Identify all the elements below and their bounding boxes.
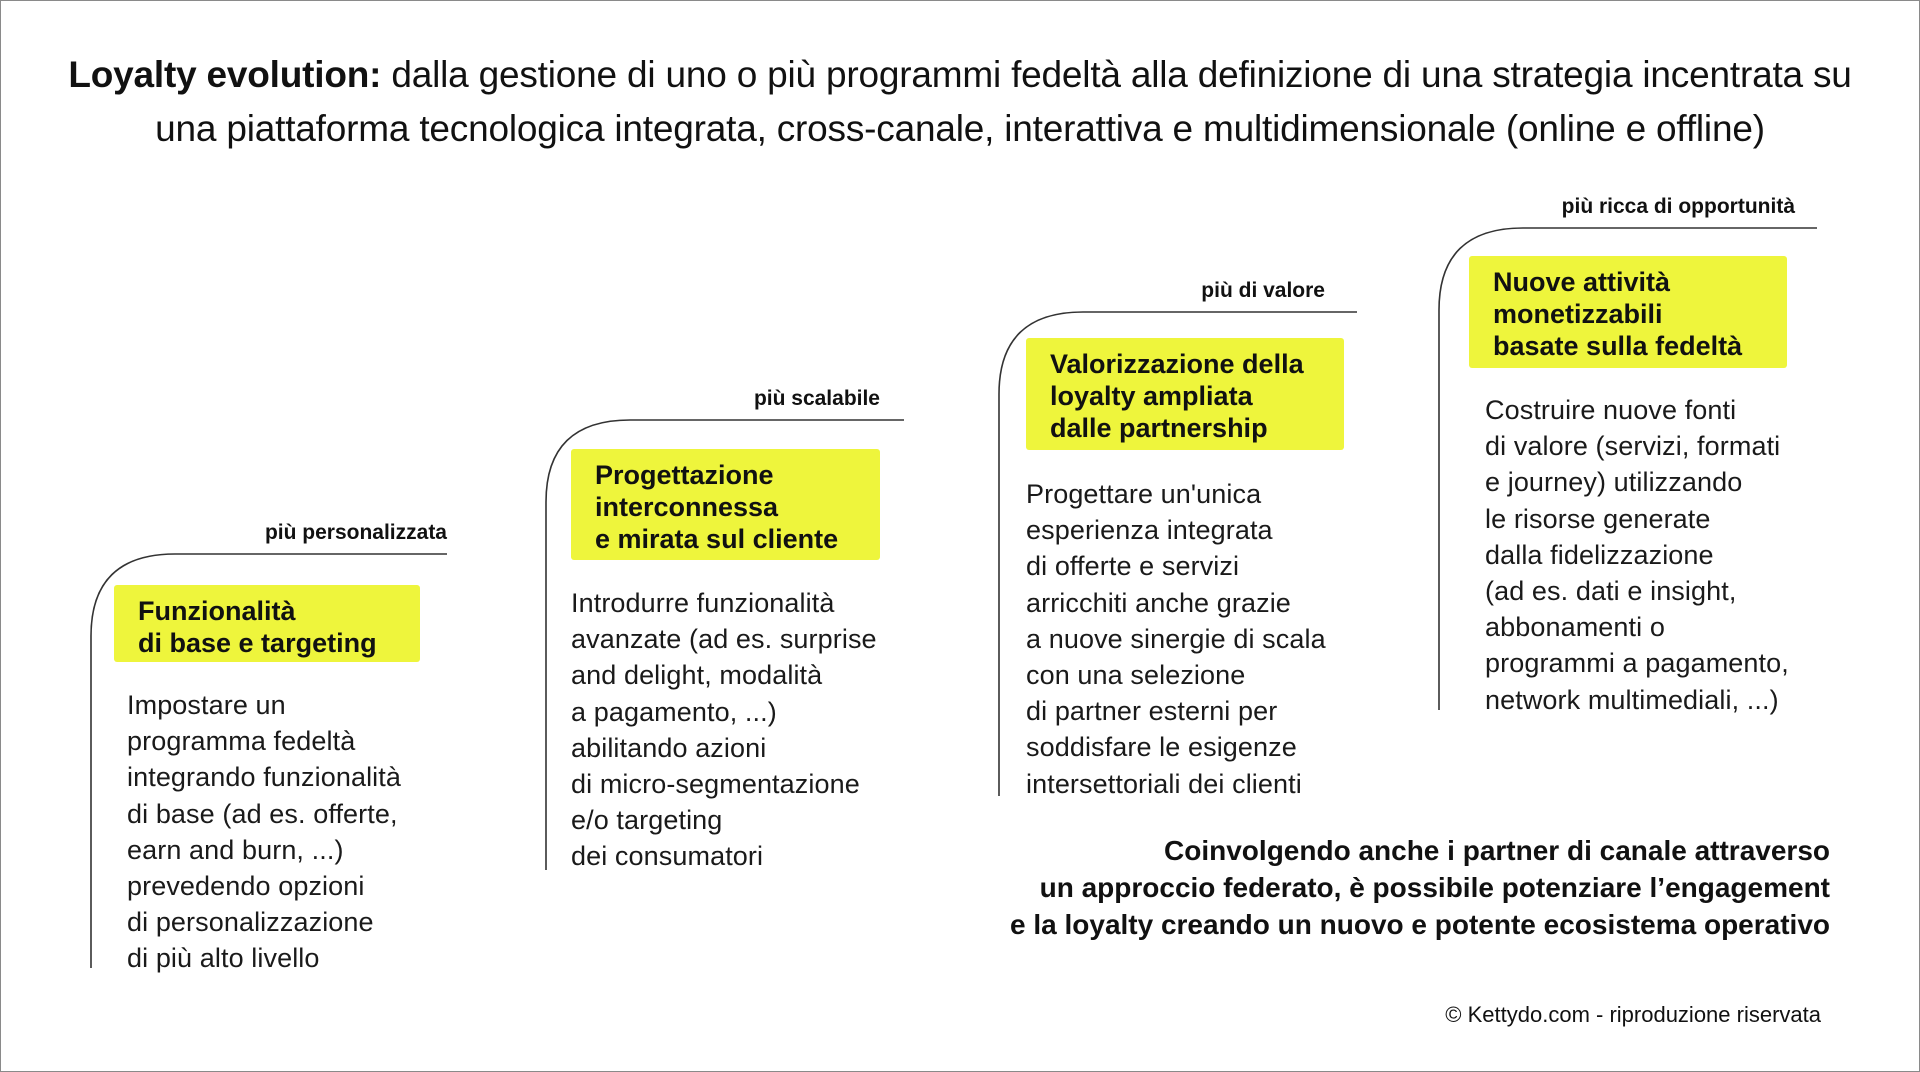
stage-description: Costruire nuove fonti di valore (servizi, formati e journey) utilizzando le risorse generate dalla fidelizzazione (ad es. dati e insight, abbonamenti o programmi a pagamento, network multimediali, ...) [1485, 395, 1789, 715]
stage-valore [998, 279, 1357, 799]
stage-description: Impostare un programma fedeltà integrando funzionalità di base (ad es. offerte, earn and burn, ...) prevedendo opzioni di personalizzazione di più alto livello [127, 690, 402, 974]
title-bold: Loyalty evolution: [68, 54, 382, 95]
stage-description: Introdurre funzionalità avanzate (ad es. surprise and delight, modalità a pagamento, ...) abilitando azioni di micro-segmentazione e/o targeting dei consumatori [571, 588, 877, 872]
stage-tag: più ricca di opportunità [1561, 195, 1795, 218]
stage-personalizzata [90, 521, 447, 974]
page-title [40, 48, 1880, 156]
conclusion-text: Coinvolgendo anche i partner di canale attraverso un approccio federato, è possibile potenziare l’engagement e la loyalty creando un nuovo e potente ecosistema operativo [1010, 835, 1830, 940]
stage-highlight-box: Valorizzazione della loyalty ampliata dalle partnership [1026, 338, 1344, 450]
stage-tag: più personalizzata [264, 521, 447, 544]
stage-highlight-box: Funzionalità di base e targeting [114, 585, 420, 662]
stage-highlight-box: Nuove attività monetizzabili basate sulla fedeltà [1469, 256, 1787, 368]
stage-tag: più scalabile [753, 387, 880, 410]
stage-highlight-box: Progettazione interconnessa e mirata sul cliente [571, 449, 880, 560]
copyright-notice: © Kettydo.com - riproduzione riservata [1445, 1002, 1821, 1027]
stage-description: Progettare un'unica esperienza integrata di offerte e servizi arricchiti anche grazie a nuove sinergie di scala con una selezione di partner esterni per soddisfare le esigenze intersettoriali dei clienti [1026, 479, 1326, 799]
stage-scalabile [545, 387, 904, 872]
title-rest: dalla gestione di uno o più programmi fedeltà alla definizione di una strategia incentrata su una piattaforma tecnologica integrata, cross-canale, interattiva e multidimensionale (online e offline) [155, 54, 1852, 149]
stage-tag: più di valore [1201, 279, 1325, 302]
stage-opportunita [1438, 195, 1817, 715]
